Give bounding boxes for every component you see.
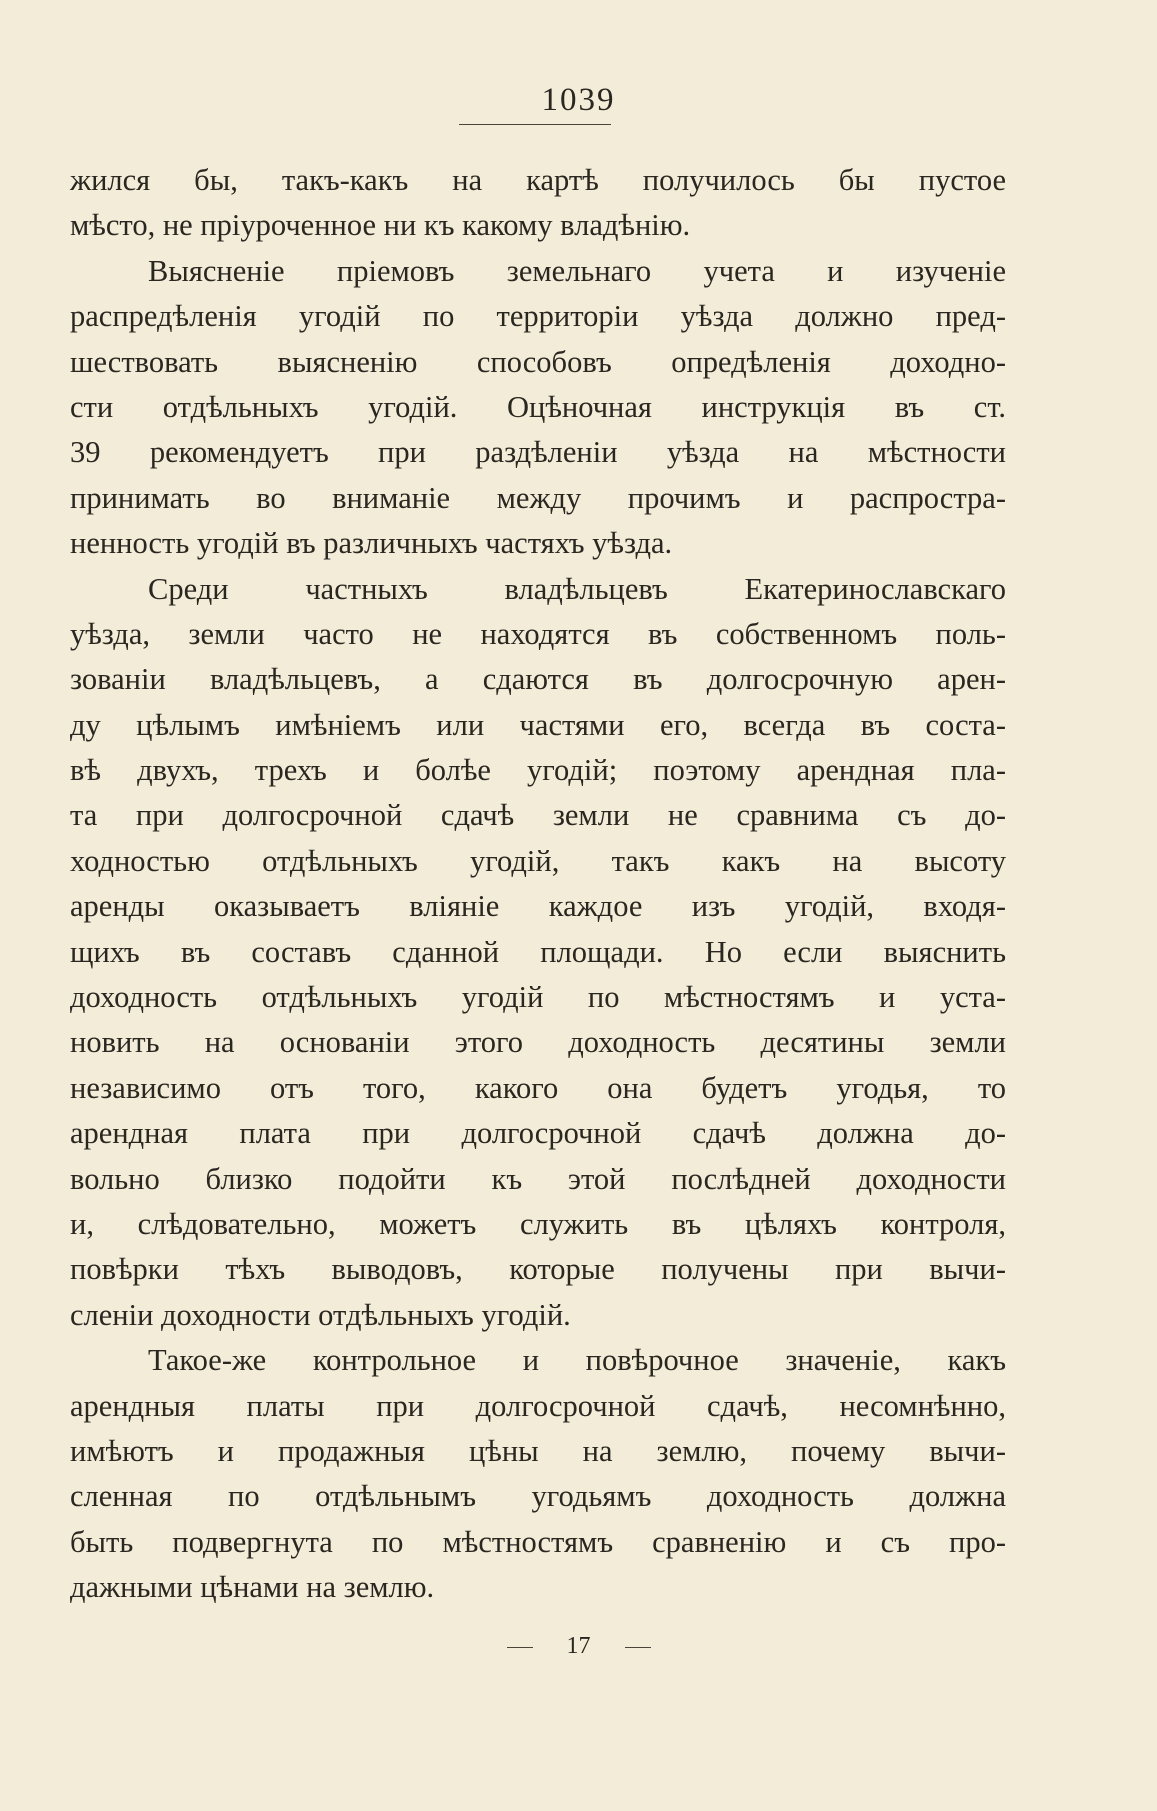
text-line: та при долгосрочной сдачѣ земли не сравнима съ до- [70, 798, 1006, 833]
text-line: имѣютъ и продажныя цѣны на землю, почему вычи- [70, 1433, 1006, 1468]
text-line: вѣ двухъ, трехъ и болѣе угодій; поэтому арендная пла- [70, 753, 1006, 788]
page-footer [0, 1634, 1157, 1658]
text-line: арендныя платы при долгосрочной сдачѣ, несомнѣнно, [70, 1388, 1006, 1423]
text-line: принимать во вниманіе между прочимъ и распростра- [70, 480, 1006, 515]
signature-mark: 17 [566, 1633, 591, 1659]
text-line: шествовать выясненію способовъ опредѣленія доходно- [70, 344, 1006, 379]
text-line: новить на основаніи этого доходность десятины земли [70, 1025, 1006, 1060]
footer-dash-left [507, 1647, 533, 1648]
text-line: ду цѣлымъ имѣніемъ или частями его, всегда въ соста- [70, 707, 1006, 742]
text-line: быть подвергнута по мѣстностямъ сравненію и съ про- [70, 1524, 1006, 1559]
header-rule [459, 124, 611, 125]
text-line: распредѣленія угодій по территоріи уѣзда должно пред- [70, 299, 1006, 334]
text-line: повѣрки тѣхъ выводовъ, которые получены при вычи- [70, 1252, 1006, 1287]
body-text [70, 158, 1006, 1611]
text-line: Среди частныхъ владѣльцевъ Екатеринославскаго [148, 571, 1006, 606]
text-line: жился бы, такъ-какъ на картѣ получилось бы пустое [70, 163, 1006, 197]
text-line: арендная плата при долгосрочной сдачѣ должна до- [70, 1116, 1006, 1151]
text-line: сленіи доходности отдѣльныхъ угодій. [70, 1297, 571, 1332]
text-line: мѣсто, не пріуроченное ни къ какому владѣнію. [70, 208, 691, 243]
text-line: дажными цѣнами на землю. [70, 1570, 435, 1605]
text-line: сленная по отдѣльнымъ угодьямъ доходность должна [70, 1479, 1006, 1514]
page-number: 1039 [541, 82, 616, 118]
text-line: сти отдѣльныхъ угодій. Оцѣночная инструкція въ ст. [70, 389, 1006, 424]
text-line: вольно близко подойти къ этой послѣдней доходности [70, 1161, 1006, 1196]
text-line: Выясненіе пріемовъ земельнаго учета и изученіе [148, 253, 1006, 288]
text-line: щихъ въ составъ сданной площади. Но если выяснить [70, 934, 1006, 969]
text-line: аренды оказываетъ вліяніе каждое изъ угодій, входя- [70, 889, 1006, 924]
text-line: Такое-же контрольное и повѣрочное значеніе, какъ [148, 1343, 1006, 1378]
text-line: зованіи владѣльцевъ, а сдаются въ долгосрочную арен- [70, 662, 1006, 697]
text-line: ненность угодій въ различныхъ частяхъ уѣзда. [70, 526, 673, 561]
footer-dash-right [625, 1647, 651, 1648]
text-line: и, слѣдовательно, можетъ служить въ цѣляхъ контроля, [70, 1206, 1006, 1241]
text-line: 39 рекомендуетъ при раздѣленіи уѣзда на мѣстности [70, 435, 1006, 470]
text-line: ходностью отдѣльныхъ угодій, такъ какъ на высоту [70, 843, 1006, 878]
text-line: независимо отъ того, какого она будетъ угодья, то [70, 1070, 1006, 1105]
text-line: доходность отдѣльныхъ угодій по мѣстностямъ и уста- [70, 980, 1006, 1015]
text-line: уѣзда, земли часто не находятся въ собственномъ поль- [70, 616, 1006, 651]
page-header [0, 84, 1157, 117]
